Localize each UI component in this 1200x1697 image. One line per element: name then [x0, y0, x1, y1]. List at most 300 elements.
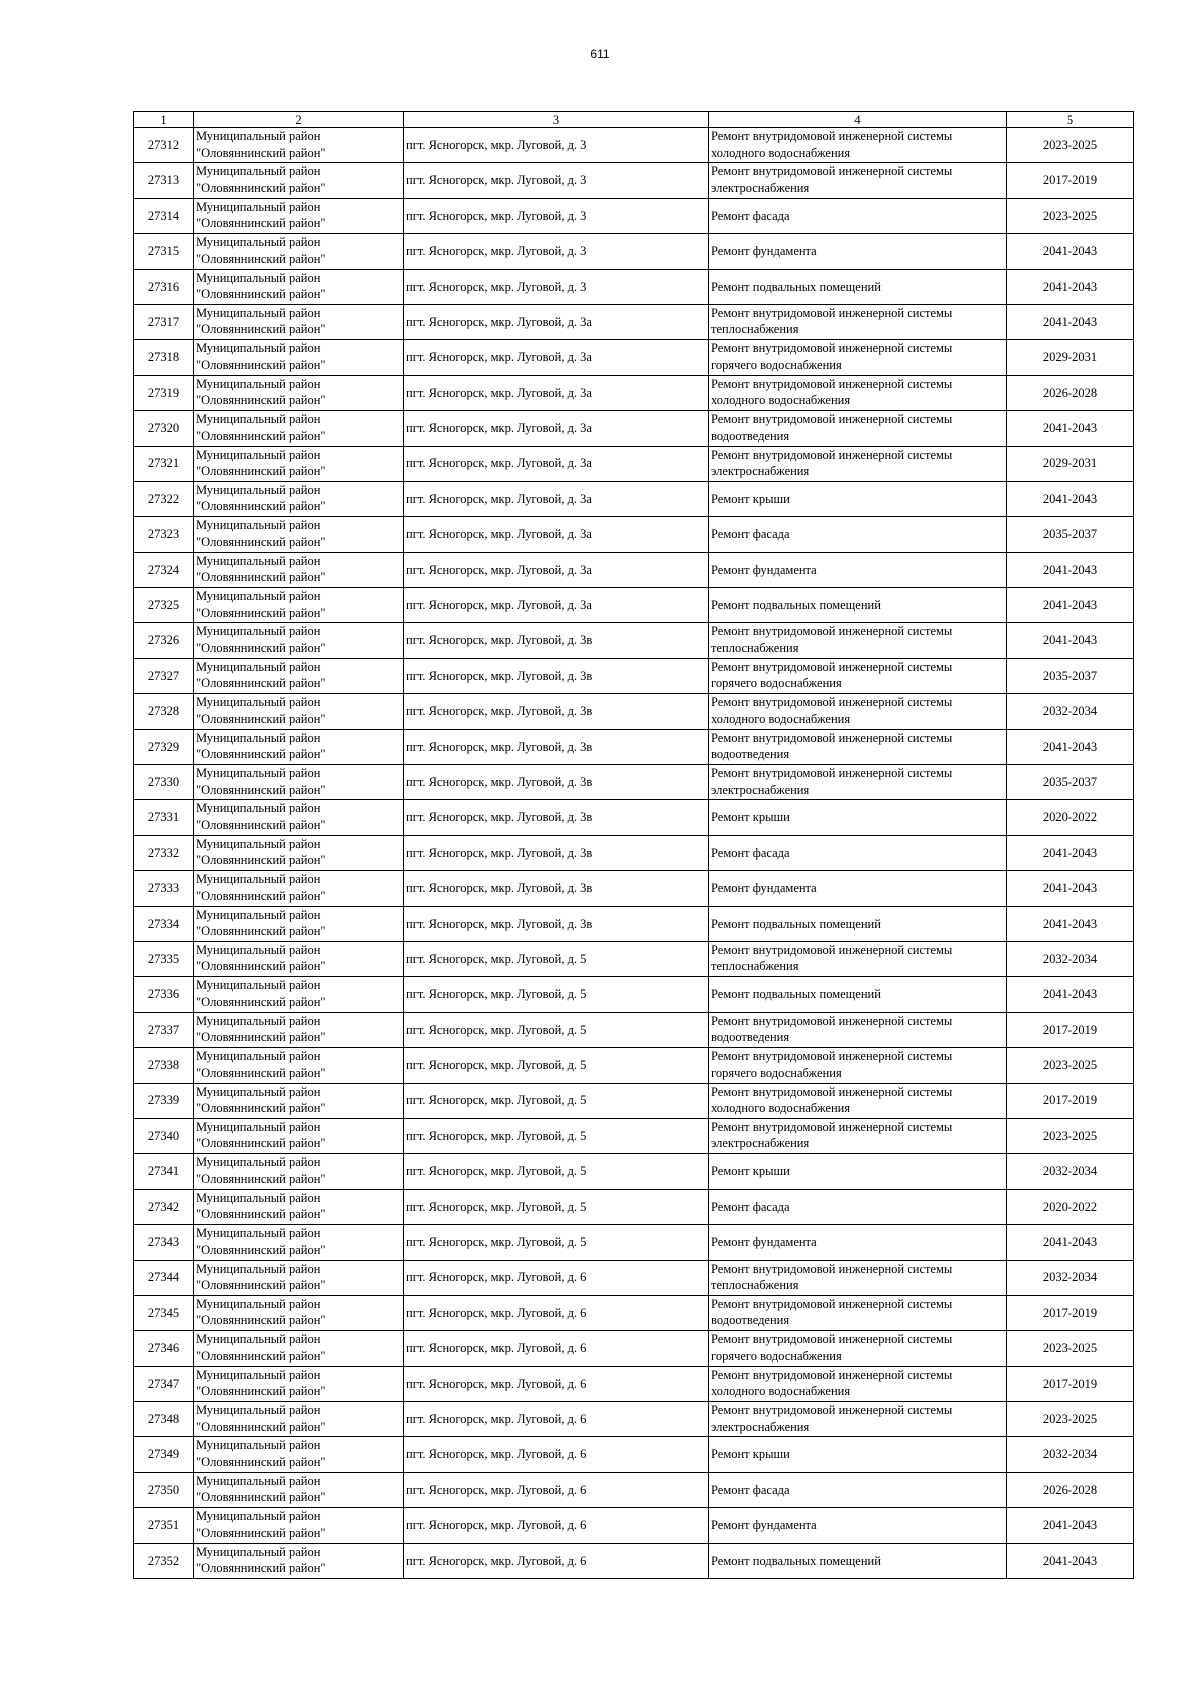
table-row: [134, 1260, 1134, 1295]
municipality-name: "Оловяннинский район": [196, 994, 326, 1009]
municipality-type: Муниципальный район: [196, 907, 321, 922]
work-type-cell: [709, 977, 1007, 1012]
period-cell: 2020-2022: [1007, 800, 1134, 835]
work-type-line-2: горячего водоснабжения: [711, 357, 842, 372]
row-number: 27334: [134, 906, 194, 941]
row-number: 27329: [134, 729, 194, 764]
row-number: 27321: [134, 446, 194, 481]
municipality-name: "Оловяннинский район": [196, 1207, 326, 1222]
work-type-line-1: Ремонт внутридомовой инженерной системы: [711, 695, 953, 710]
municipality-cell: [194, 446, 404, 481]
table-row: [134, 765, 1134, 800]
municipality-name: "Оловяннинский район": [196, 1030, 326, 1045]
address-cell: пгт. Ясногорск, мкр. Луговой, д. 5: [404, 1048, 709, 1083]
municipality-cell: [194, 835, 404, 870]
municipality-type: Муниципальный район: [196, 659, 321, 674]
row-number: 27338: [134, 1048, 194, 1083]
municipality-name: "Оловяннинский район": [196, 145, 326, 160]
municipality-cell: [194, 1260, 404, 1295]
period-cell: 2032-2034: [1007, 1154, 1134, 1189]
table-row: [134, 128, 1134, 163]
table-row: [134, 446, 1134, 481]
table-row: [134, 1048, 1134, 1083]
work-type-line-1: Ремонт внутридомовой инженерной системы: [711, 447, 953, 462]
period-cell: 2041-2043: [1007, 588, 1134, 623]
period-cell: 2041-2043: [1007, 1225, 1134, 1260]
table-row: [134, 304, 1134, 339]
municipality-type: Муниципальный район: [196, 518, 321, 533]
work-type-cell: [709, 163, 1007, 198]
municipality-type: Муниципальный район: [196, 270, 321, 285]
municipality-name: "Оловяннинский район": [196, 888, 326, 903]
address-cell: пгт. Ясногорск, мкр. Луговой, д. 5: [404, 1225, 709, 1260]
work-type-line-1: Ремонт крыши: [711, 810, 790, 825]
column-header-2: 2: [194, 112, 404, 128]
work-type-line-2: горячего водоснабжения: [711, 1065, 842, 1080]
table-row: [134, 552, 1134, 587]
municipality-name: "Оловяннинский район": [196, 499, 326, 514]
address-cell: пгт. Ясногорск, мкр. Луговой, д. 3в: [404, 871, 709, 906]
municipality-type: Муниципальный район: [196, 589, 321, 604]
work-type-line-1: Ремонт внутридомовой инженерной системы: [711, 1332, 953, 1347]
municipality-cell: [194, 588, 404, 623]
work-type-line-2: водоотведения: [711, 1313, 790, 1328]
table-row: [134, 694, 1134, 729]
row-number: 27341: [134, 1154, 194, 1189]
period-cell: 2017-2019: [1007, 1083, 1134, 1118]
period-cell: 2032-2034: [1007, 1260, 1134, 1295]
table-row: [134, 198, 1134, 233]
work-type-line-1: Ремонт внутридомовой инженерной системы: [711, 942, 953, 957]
table-row: [134, 1012, 1134, 1047]
municipality-type: Муниципальный район: [196, 199, 321, 214]
work-type-line-2: электроснабжения: [711, 1419, 810, 1434]
table-row: [134, 1543, 1134, 1578]
work-type-line-2: холодного водоснабжения: [711, 1384, 851, 1399]
period-cell: 2041-2043: [1007, 729, 1134, 764]
municipality-cell: [194, 304, 404, 339]
address-cell: пгт. Ясногорск, мкр. Луговой, д. 6: [404, 1437, 709, 1472]
municipality-name: "Оловяннинский район": [196, 357, 326, 372]
row-number: 27351: [134, 1508, 194, 1543]
work-type-cell: [709, 552, 1007, 587]
row-number: 27332: [134, 835, 194, 870]
municipality-cell: [194, 1437, 404, 1472]
work-type-line-1: Ремонт внутридомовой инженерной системы: [711, 1403, 953, 1418]
row-number: 27340: [134, 1118, 194, 1153]
work-type-line-1: Ремонт внутридомовой инженерной системы: [711, 305, 953, 320]
header-row: [134, 112, 1134, 128]
work-type-cell: [709, 1508, 1007, 1543]
municipality-cell: [194, 1508, 404, 1543]
column-header-3: 3: [404, 112, 709, 128]
period-cell: 2023-2025: [1007, 1048, 1134, 1083]
work-type-cell: [709, 623, 1007, 658]
period-cell: 2020-2022: [1007, 1189, 1134, 1224]
municipality-name: "Оловяннинский район": [196, 534, 326, 549]
table-row: [134, 1083, 1134, 1118]
address-cell: пгт. Ясногорск, мкр. Луговой, д. 5: [404, 1189, 709, 1224]
work-type-line-1: Ремонт внутридомовой инженерной системы: [711, 730, 953, 745]
municipality-cell: [194, 1366, 404, 1401]
municipality-name: "Оловяннинский район": [196, 180, 326, 195]
row-number: 27339: [134, 1083, 194, 1118]
period-cell: 2041-2043: [1007, 552, 1134, 587]
municipality-cell: [194, 411, 404, 446]
work-type-line-1: Ремонт фасада: [711, 1199, 790, 1214]
table-row: [134, 1154, 1134, 1189]
work-type-line-1: Ремонт фундамента: [711, 244, 817, 259]
municipality-cell: [194, 481, 404, 516]
municipality-name: "Оловяннинский район": [196, 1525, 326, 1540]
municipality-cell: [194, 1331, 404, 1366]
table-row: [134, 906, 1134, 941]
work-type-line-1: Ремонт внутридомовой инженерной системы: [711, 129, 953, 143]
municipality-cell: [194, 375, 404, 410]
row-number: 27347: [134, 1366, 194, 1401]
address-cell: пгт. Ясногорск, мкр. Луговой, д. 3в: [404, 694, 709, 729]
period-cell: 2035-2037: [1007, 517, 1134, 552]
table-row: [134, 835, 1134, 870]
column-header-4: 4: [709, 112, 1007, 128]
address-cell: пгт. Ясногорск, мкр. Луговой, д. 3: [404, 128, 709, 163]
address-cell: пгт. Ясногорск, мкр. Луговой, д. 3: [404, 198, 709, 233]
period-cell: 2041-2043: [1007, 906, 1134, 941]
municipality-name: "Оловяннинский район": [196, 1419, 326, 1434]
period-cell: 2017-2019: [1007, 163, 1134, 198]
period-cell: 2041-2043: [1007, 835, 1134, 870]
municipality-cell: [194, 1472, 404, 1507]
address-cell: пгт. Ясногорск, мкр. Луговой, д. 6: [404, 1260, 709, 1295]
row-number: 27315: [134, 234, 194, 269]
work-type-cell: [709, 375, 1007, 410]
work-type-cell: [709, 1012, 1007, 1047]
municipality-type: Муниципальный район: [196, 624, 321, 639]
address-cell: пгт. Ясногорск, мкр. Луговой, д. 3а: [404, 304, 709, 339]
period-cell: 2035-2037: [1007, 658, 1134, 693]
table-row: [134, 1437, 1134, 1472]
work-type-line-1: Ремонт подвальных помещений: [711, 279, 881, 294]
municipality-cell: [194, 729, 404, 764]
table-row: [134, 375, 1134, 410]
municipality-name: "Оловяннинский район": [196, 640, 326, 655]
address-cell: пгт. Ясногорск, мкр. Луговой, д. 3а: [404, 588, 709, 623]
table-row: [134, 481, 1134, 516]
work-type-line-1: Ремонт подвальных помещений: [711, 598, 881, 613]
work-type-line-1: Ремонт фундамента: [711, 1518, 817, 1533]
work-type-line-2: электроснабжения: [711, 1136, 810, 1151]
address-cell: пгт. Ясногорск, мкр. Луговой, д. 3в: [404, 623, 709, 658]
row-number: 27342: [134, 1189, 194, 1224]
work-type-cell: [709, 1083, 1007, 1118]
row-number: 27335: [134, 941, 194, 976]
row-number: 27343: [134, 1225, 194, 1260]
period-cell: 2017-2019: [1007, 1012, 1134, 1047]
municipality-type: Муниципальный район: [196, 836, 321, 851]
work-type-line-1: Ремонт внутридомовой инженерной системы: [711, 1013, 953, 1028]
row-number: 27324: [134, 552, 194, 587]
municipality-cell: [194, 658, 404, 693]
municipality-cell: [194, 1402, 404, 1437]
address-cell: пгт. Ясногорск, мкр. Луговой, д. 3в: [404, 658, 709, 693]
work-type-cell: [709, 871, 1007, 906]
work-type-line-1: Ремонт подвальных помещений: [711, 916, 881, 931]
period-cell: 2041-2043: [1007, 481, 1134, 516]
address-cell: пгт. Ясногорск, мкр. Луговой, д. 5: [404, 1012, 709, 1047]
work-type-line-2: электроснабжения: [711, 782, 810, 797]
period-cell: 2041-2043: [1007, 304, 1134, 339]
period-cell: 2035-2037: [1007, 765, 1134, 800]
municipality-name: "Оловяннинский район": [196, 711, 326, 726]
municipality-type: Муниципальный район: [196, 978, 321, 993]
work-type-cell: [709, 340, 1007, 375]
table-row: [134, 871, 1134, 906]
work-type-line-2: теплоснабжения: [711, 322, 799, 337]
work-type-line-1: Ремонт внутридомовой инженерной системы: [711, 1296, 953, 1311]
period-cell: 2023-2025: [1007, 128, 1134, 163]
municipality-type: Муниципальный район: [196, 1261, 321, 1276]
municipality-name: "Оловяннинский район": [196, 1313, 326, 1328]
municipality-name: "Оловяннинский район": [196, 464, 326, 479]
address-cell: пгт. Ясногорск, мкр. Луговой, д. 3в: [404, 765, 709, 800]
work-type-cell: [709, 1543, 1007, 1578]
period-cell: 2026-2028: [1007, 1472, 1134, 1507]
period-cell: 2032-2034: [1007, 694, 1134, 729]
work-type-line-1: Ремонт фасада: [711, 527, 790, 542]
period-cell: 2041-2043: [1007, 977, 1134, 1012]
work-type-line-1: Ремонт фасада: [711, 845, 790, 860]
table-row: [134, 588, 1134, 623]
municipality-name: "Оловяннинский район": [196, 216, 326, 231]
municipality-name: "Оловяннинский район": [196, 1348, 326, 1363]
municipality-type: Муниципальный район: [196, 1509, 321, 1524]
municipality-name: "Оловяннинский район": [196, 251, 326, 266]
row-number: 27314: [134, 198, 194, 233]
period-cell: 2041-2043: [1007, 623, 1134, 658]
address-cell: пгт. Ясногорск, мкр. Луговой, д. 5: [404, 977, 709, 1012]
municipality-cell: [194, 1048, 404, 1083]
period-cell: 2029-2031: [1007, 446, 1134, 481]
row-number: 27313: [134, 163, 194, 198]
work-type-cell: [709, 588, 1007, 623]
work-type-cell: [709, 517, 1007, 552]
municipality-name: "Оловяннинский район": [196, 924, 326, 939]
work-type-line-1: Ремонт подвальных помещений: [711, 987, 881, 1002]
row-number: 27325: [134, 588, 194, 623]
table-row: [134, 411, 1134, 446]
work-type-cell: [709, 1260, 1007, 1295]
address-cell: пгт. Ясногорск, мкр. Луговой, д. 5: [404, 1083, 709, 1118]
municipality-cell: [194, 1154, 404, 1189]
work-type-cell: [709, 1472, 1007, 1507]
work-type-line-1: Ремонт внутридомовой инженерной системы: [711, 412, 953, 427]
row-number: 27337: [134, 1012, 194, 1047]
municipality-name: "Оловяннинский район": [196, 817, 326, 832]
work-type-cell: [709, 198, 1007, 233]
work-type-cell: [709, 906, 1007, 941]
municipality-cell: [194, 1083, 404, 1118]
period-cell: 2023-2025: [1007, 1402, 1134, 1437]
address-cell: пгт. Ясногорск, мкр. Луговой, д. 3а: [404, 375, 709, 410]
municipality-type: Муниципальный район: [196, 1403, 321, 1418]
municipality-name: "Оловяннинский район": [196, 322, 326, 337]
work-type-line-1: Ремонт внутридомовой инженерной системы: [711, 659, 953, 674]
table-row: [134, 1366, 1134, 1401]
work-type-cell: [709, 800, 1007, 835]
table-row: [134, 729, 1134, 764]
work-type-cell: [709, 1189, 1007, 1224]
municipality-name: "Оловяннинский район": [196, 676, 326, 691]
address-cell: пгт. Ясногорск, мкр. Луговой, д. 6: [404, 1331, 709, 1366]
work-type-line-2: теплоснабжения: [711, 959, 799, 974]
table-row: [134, 163, 1134, 198]
table-row: [134, 1225, 1134, 1260]
work-type-line-1: Ремонт фундамента: [711, 562, 817, 577]
municipality-name: "Оловяннинский район": [196, 1490, 326, 1505]
row-number: 27319: [134, 375, 194, 410]
municipality-type: Муниципальный район: [196, 1013, 321, 1028]
work-type-cell: [709, 234, 1007, 269]
work-type-cell: [709, 269, 1007, 304]
table-row: [134, 1331, 1134, 1366]
municipality-type: Муниципальный район: [196, 1190, 321, 1205]
municipality-type: Муниципальный район: [196, 341, 321, 356]
municipality-type: Муниципальный район: [196, 1119, 321, 1134]
work-type-line-2: горячего водоснабжения: [711, 676, 842, 691]
municipality-cell: [194, 1012, 404, 1047]
table-row: [134, 1472, 1134, 1507]
work-type-line-2: электроснабжения: [711, 464, 810, 479]
address-cell: пгт. Ясногорск, мкр. Луговой, д. 3: [404, 234, 709, 269]
municipality-name: "Оловяннинский район": [196, 570, 326, 585]
row-number: 27344: [134, 1260, 194, 1295]
period-cell: 2041-2043: [1007, 234, 1134, 269]
address-cell: пгт. Ясногорск, мкр. Луговой, д. 3а: [404, 517, 709, 552]
period-cell: 2017-2019: [1007, 1295, 1134, 1330]
work-type-cell: [709, 658, 1007, 693]
work-type-line-2: холодного водоснабжения: [711, 145, 851, 160]
work-type-cell: [709, 1225, 1007, 1260]
work-type-line-1: Ремонт фасада: [711, 208, 790, 223]
table-row: [134, 234, 1134, 269]
table-row: [134, 800, 1134, 835]
municipality-type: Муниципальный район: [196, 872, 321, 887]
work-type-cell: [709, 765, 1007, 800]
period-cell: 2023-2025: [1007, 198, 1134, 233]
work-type-cell: [709, 1118, 1007, 1153]
municipality-name: "Оловяннинский район": [196, 1384, 326, 1399]
row-number: 27349: [134, 1437, 194, 1472]
municipality-name: "Оловяннинский район": [196, 853, 326, 868]
work-type-line-1: Ремонт подвальных помещений: [711, 1553, 881, 1568]
work-type-line-1: Ремонт крыши: [711, 1447, 790, 1462]
work-type-line-1: Ремонт внутридомовой инженерной системы: [711, 341, 953, 356]
municipality-name: "Оловяннинский район": [196, 1278, 326, 1292]
municipality-type: Муниципальный район: [196, 1438, 321, 1453]
address-cell: пгт. Ясногорск, мкр. Луговой, д. 3в: [404, 729, 709, 764]
table-row: [134, 269, 1134, 304]
municipality-type: Муниципальный район: [196, 129, 321, 143]
municipality-cell: [194, 198, 404, 233]
address-cell: пгт. Ясногорск, мкр. Луговой, д. 5: [404, 941, 709, 976]
municipality-type: Муниципальный район: [196, 1367, 321, 1382]
municipality-name: "Оловяннинский район": [196, 393, 326, 408]
period-cell: 2041-2043: [1007, 1543, 1134, 1578]
work-type-cell: [709, 1331, 1007, 1366]
municipality-cell: [194, 128, 404, 163]
work-type-cell: [709, 481, 1007, 516]
address-cell: пгт. Ясногорск, мкр. Луговой, д. 3: [404, 269, 709, 304]
work-type-cell: [709, 1402, 1007, 1437]
table-row: [134, 623, 1134, 658]
work-type-cell: [709, 304, 1007, 339]
address-cell: пгт. Ясногорск, мкр. Луговой, д. 3а: [404, 446, 709, 481]
municipality-cell: [194, 623, 404, 658]
column-header-5: 5: [1007, 112, 1134, 128]
address-cell: пгт. Ясногорск, мкр. Луговой, д. 5: [404, 1154, 709, 1189]
municipality-cell: [194, 906, 404, 941]
period-cell: 2026-2028: [1007, 375, 1134, 410]
work-type-cell: [709, 1437, 1007, 1472]
table-row: [134, 1118, 1134, 1153]
municipality-type: Муниципальный район: [196, 447, 321, 462]
work-type-cell: [709, 729, 1007, 764]
municipality-name: "Оловяннинский район": [196, 428, 326, 443]
work-type-line-2: водоотведения: [711, 1030, 790, 1045]
address-cell: пгт. Ясногорск, мкр. Луговой, д. 3а: [404, 481, 709, 516]
municipality-type: Муниципальный район: [196, 553, 321, 568]
municipality-type: Муниципальный район: [196, 801, 321, 816]
municipality-cell: [194, 1189, 404, 1224]
address-cell: пгт. Ясногорск, мкр. Луговой, д. 3в: [404, 800, 709, 835]
municipality-name: "Оловяннинский район": [196, 782, 326, 797]
address-cell: пгт. Ясногорск, мкр. Луговой, д. 6: [404, 1366, 709, 1401]
work-type-line-2: холодного водоснабжения: [711, 393, 851, 408]
address-cell: пгт. Ясногорск, мкр. Луговой, д. 6: [404, 1508, 709, 1543]
municipality-cell: [194, 340, 404, 375]
period-cell: 2041-2043: [1007, 411, 1134, 446]
row-number: 27336: [134, 977, 194, 1012]
address-cell: пгт. Ясногорск, мкр. Луговой, д. 6: [404, 1402, 709, 1437]
municipality-cell: [194, 977, 404, 1012]
address-cell: пгт. Ясногорск, мкр. Луговой, д. 3а: [404, 552, 709, 587]
address-cell: пгт. Ясногорск, мкр. Луговой, д. 3а: [404, 411, 709, 446]
address-cell: пгт. Ясногорск, мкр. Луговой, д. 6: [404, 1295, 709, 1330]
repair-schedule-table: [133, 111, 1134, 1579]
work-type-cell: [709, 1048, 1007, 1083]
municipality-name: "Оловяннинский район": [196, 1171, 326, 1186]
address-cell: пгт. Ясногорск, мкр. Луговой, д. 3в: [404, 906, 709, 941]
municipality-cell: [194, 552, 404, 587]
municipality-type: Муниципальный район: [196, 1544, 321, 1559]
municipality-name: "Оловяннинский район": [196, 1242, 326, 1257]
row-number: 27350: [134, 1472, 194, 1507]
row-number: 27331: [134, 800, 194, 835]
work-type-line-1: Ремонт внутридомовой инженерной системы: [711, 164, 953, 179]
municipality-name: "Оловяннинский район": [196, 287, 326, 302]
work-type-line-2: водоотведения: [711, 428, 790, 443]
municipality-cell: [194, 800, 404, 835]
municipality-type: Муниципальный район: [196, 730, 321, 745]
work-type-line-2: теплоснабжения: [711, 1278, 799, 1292]
row-number: 27320: [134, 411, 194, 446]
row-number: 27318: [134, 340, 194, 375]
row-number: 27327: [134, 658, 194, 693]
column-header-1: 1: [134, 112, 194, 128]
work-type-cell: [709, 1366, 1007, 1401]
address-cell: пгт. Ясногорск, мкр. Луговой, д. 6: [404, 1543, 709, 1578]
row-number: 27312: [134, 128, 194, 163]
